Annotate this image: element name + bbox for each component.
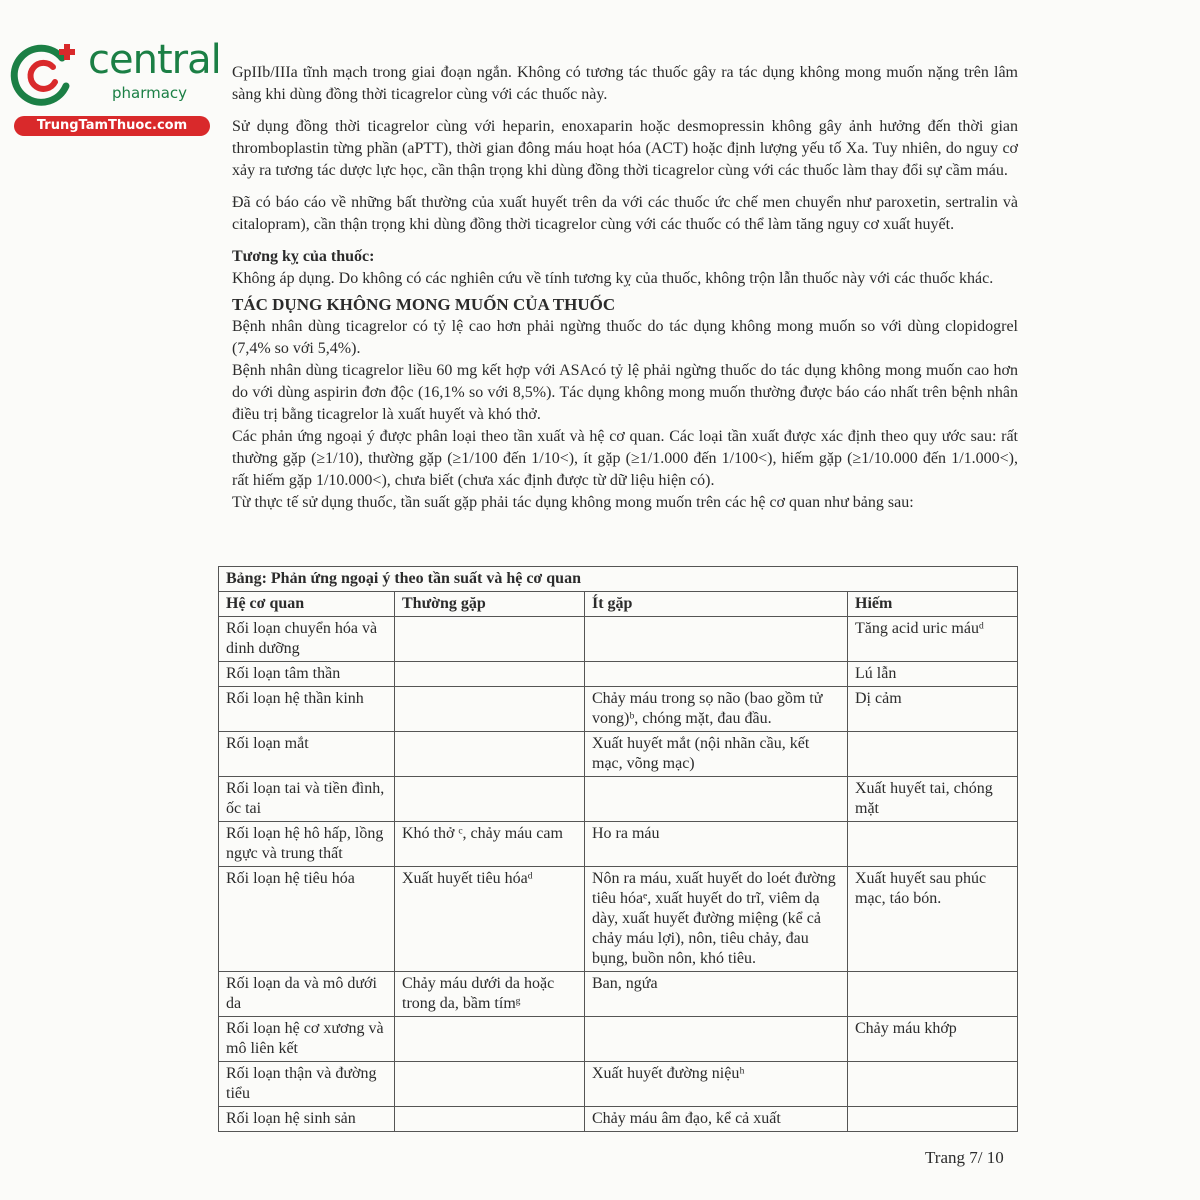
paragraph: Sử dụng đồng thời ticagrelor cùng với heparin, enoxaparin hoặc desmopressin không gây ảnh hưởng đến thời gian thromboplastin từng phần (aPTT), thời gian đông máu hoạt hóa (ACT) hoặc định lượng yếu tố Xa. Tuy nhiên, do nguy cơ xảy ra tương tác dược lực học, cần thận trọng khi dùng đồng thời ticagrelor cùng với các thuốc làm thay đổi sự cầm máu. xyxy=(232,118,1018,179)
table-cell: Khó thở ᶜ, chảy máu cam xyxy=(395,822,585,867)
table-cell xyxy=(848,732,1018,777)
table-row xyxy=(219,972,1018,1017)
table-cell xyxy=(395,1107,585,1132)
table-row xyxy=(219,617,1018,662)
table-row xyxy=(219,822,1018,867)
column-header: Ít gặp xyxy=(585,592,848,617)
table-row xyxy=(219,1062,1018,1107)
table-cell: Chảy máu trong sọ não (bao gồm tử vong)ᵇ, chóng mặt, đau đầu. xyxy=(585,687,848,732)
table-cell: Ho ra máu xyxy=(585,822,848,867)
column-header: Thường gặp xyxy=(395,592,585,617)
brand-logo xyxy=(10,36,221,136)
brand-sub: pharmacy xyxy=(112,84,188,102)
table-cell: Rối loạn tâm thần xyxy=(219,662,395,687)
table-row xyxy=(219,1017,1018,1062)
central-pharmacy-logo-icon xyxy=(10,40,80,110)
table-cell: Chảy máu dưới da hoặc trong da, bầm tímᵍ xyxy=(395,972,585,1017)
table-cell xyxy=(585,617,848,662)
table-row xyxy=(219,687,1018,732)
paragraph: Các phản ứng ngoại ý được phân loại theo tần xuất và hệ cơ quan. Các loại tần xuất được xác định theo quy ước sau: rất thường gặp (≥1/10), thường gặp (≥1/100 đến 1/10<), ít gặp (≥1/1.000 đến 1/100<), hiếm gặp (≥1/10.000 đến 1/1.000<), rất hiếm gặp 1/10.000<), chưa biết (chưa xác định được từ dữ liệu hiện có). xyxy=(232,428,1018,489)
brand-url: TrungTamThuoc.com xyxy=(14,116,210,136)
table-cell: Chảy máu khớp xyxy=(848,1017,1018,1062)
table-header-row xyxy=(219,592,1018,617)
table-cell: Dị cảm xyxy=(848,687,1018,732)
table-cell xyxy=(848,1062,1018,1107)
table-cell: Rối loạn hệ hô hấp, lồng ngực và trung thất xyxy=(219,822,395,867)
table-cell: Rối loạn hệ thần kinh xyxy=(219,687,395,732)
table-row xyxy=(219,777,1018,822)
table-cell xyxy=(395,732,585,777)
brand-name: central xyxy=(88,37,221,83)
table-cell xyxy=(848,1107,1018,1132)
table-cell: Xuất huyết tai, chóng mặt xyxy=(848,777,1018,822)
section-heading-adverse-effects: TÁC DỤNG KHÔNG MONG MUỐN CỦA THUỐC xyxy=(232,295,616,314)
paragraph: Từ thực tế sử dụng thuốc, tần suất gặp phải tác dụng không mong muốn trên các hệ cơ quan như bảng sau: xyxy=(232,494,914,511)
column-header: Hệ cơ quan xyxy=(219,592,395,617)
table-cell xyxy=(395,777,585,822)
paragraph: Bệnh nhân dùng ticagrelor có tỷ lệ cao hơn phải ngừng thuốc do tác dụng không mong muốn so với dùng clopidogrel (7,4% so với 5,4%). xyxy=(232,318,1018,357)
paragraph: GpIIb/IIIa tĩnh mạch trong giai đoạn ngắn. Không có tương tác thuốc gây ra tác dụng không mong muốn nặng trên lâm sàng khi dùng đồng thời ticagrelor cùng với các thuốc này. xyxy=(232,64,1018,103)
table-cell xyxy=(395,1062,585,1107)
table-cell xyxy=(395,1017,585,1062)
table-cell: Xuất huyết sau phúc mạc, táo bón. xyxy=(848,867,1018,972)
table-row xyxy=(219,732,1018,777)
table-cell xyxy=(585,777,848,822)
table-cell xyxy=(395,687,585,732)
table-cell: Chảy máu âm đạo, kể cả xuất xyxy=(585,1107,848,1132)
table-cell: Rối loạn hệ sinh sản xyxy=(219,1107,395,1132)
table-cell: Xuất huyết đường niệuʰ xyxy=(585,1062,848,1107)
table-cell: Rối loạn thận và đường tiểu xyxy=(219,1062,395,1107)
table-caption-row xyxy=(219,567,1018,592)
table-row xyxy=(219,662,1018,687)
table-cell: Nôn ra máu, xuất huyết do loét đường tiêu hóaᵉ, xuất huyết do trĩ, viêm dạ dày, xuất huyết đường miệng (kể cả chảy máu lợi), nôn, tiêu chảy, đau bụng, buồn nôn, khó tiêu. xyxy=(585,867,848,972)
document-body xyxy=(232,62,1018,514)
table-cell xyxy=(848,822,1018,867)
table-cell: Rối loạn hệ cơ xương và mô liên kết xyxy=(219,1017,395,1062)
table-cell: Rối loạn mắt xyxy=(219,732,395,777)
table-cell xyxy=(848,972,1018,1017)
paragraph: Đã có báo cáo về những bất thường của xuất huyết trên da với các thuốc ức chế men chuyển như paroxetin, sertralin và citalopram), cần thận trọng khi dùng đồng thời ticagrelor cùng với các thuốc có thể làm tăng nguy cơ xuất huyết. xyxy=(232,194,1018,233)
table-cell: Rối loạn da và mô dưới da xyxy=(219,972,395,1017)
page-number: Trang 7/ 10 xyxy=(925,1148,1004,1167)
table-cell: Xuất huyết mắt (nội nhãn cầu, kết mạc, võng mạc) xyxy=(585,732,848,777)
table-cell: Lú lẫn xyxy=(848,662,1018,687)
paragraph: Không áp dụng. Do không có các nghiên cứu về tính tương kỵ của thuốc, không trộn lẫn thuốc này với các thuốc khác. xyxy=(232,270,994,287)
table-cell: Ban, ngứa xyxy=(585,972,848,1017)
table-caption: Bảng: Phản ứng ngoại ý theo tần suất và hệ cơ quan xyxy=(219,567,1018,592)
table-cell xyxy=(585,1017,848,1062)
table-cell: Rối loạn tai và tiền đình, ốc tai xyxy=(219,777,395,822)
section-heading-incompatibility: Tương kỵ của thuốc: xyxy=(232,248,375,265)
paragraph: Bệnh nhân dùng ticagrelor liều 60 mg kết hợp với ASAcó tỷ lệ phải ngừng thuốc do tác dụng không mong muốn cao hơn do với dùng aspirin đơn độc (16,1% so với 8,5%). Tác dụng không mong muốn thường được báo cáo nhất trên bệnh nhân điều trị bằng ticagrelor là xuất huyết và khó thở. xyxy=(232,362,1018,423)
table-cell: Rối loạn chuyển hóa và dinh dưỡng xyxy=(219,617,395,662)
table-cell: Xuất huyết tiêu hóaᵈ xyxy=(395,867,585,972)
table-cell: Tăng acid uric máuᵈ xyxy=(848,617,1018,662)
table-cell: Rối loạn hệ tiêu hóa xyxy=(219,867,395,972)
table-cell xyxy=(395,662,585,687)
table-cell xyxy=(585,662,848,687)
adverse-effects-table xyxy=(218,566,1018,1132)
table-row xyxy=(219,867,1018,972)
table-row xyxy=(219,1107,1018,1132)
column-header: Hiếm xyxy=(848,592,1018,617)
table-cell xyxy=(395,617,585,662)
